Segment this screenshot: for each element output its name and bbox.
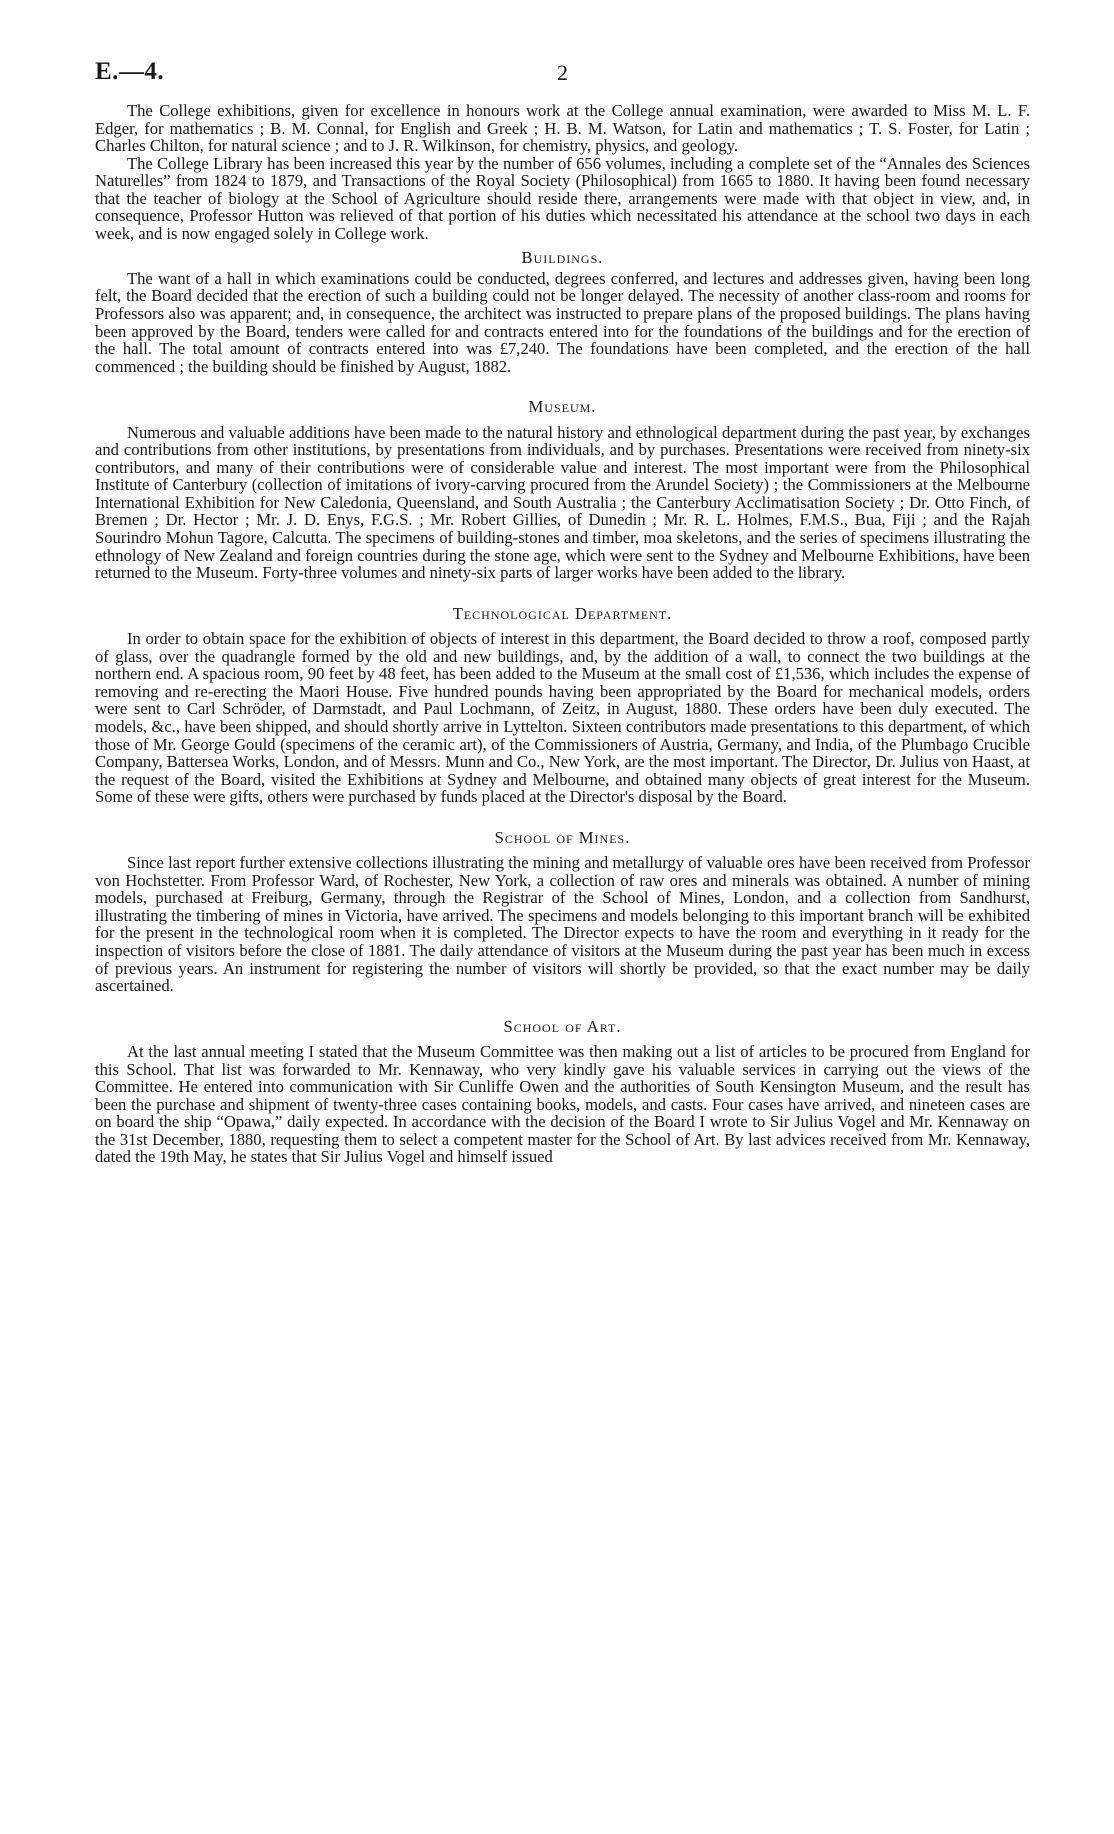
page-number: 2 bbox=[557, 60, 568, 85]
heading-museum: Museum. bbox=[528, 397, 597, 417]
paragraph-technological-department: In order to obtain space for the exhibition of objects of interest in this department, the Board decided to throw a roof, composed partly of glass, over the quadrangle formed by the old and new buildings, and, by the addition of a wall, to connect the two buildings at the northern end. A spacious room, 90 feet by 48 feet, has been added to the Museum at the small cost of £1,536, which includes the expense of removing and re-erecting the Maori House. Five hundred pounds having been appropriated by the Board for mechanical models, orders were sent to Carl Schröder, of Darmstadt, and Paul Lochmann, of Zeitz, in August, 1880. These orders have been duly executed. The models, &c., have been shipped, and should shortly arrive in Lyttelton. Sixteen contributors made presentations to this department, of which those of Mr. George Gould (specimens of the ceramic art), of the Commissioners of Austria, Germany, and India, of the Plumbago Crucible Company, Battersea Works, London, and of Messrs. Munn and Co., New York, are the most important. The Director, Dr. Julius von Haast, at the request of the Board, visited the Exhibitions at Sydney and Melbourne, and obtained many objects of great interest for the Museum. Some of these were gifts, others were purchased by funds placed at the Director's disposal by the Board. bbox=[95, 629, 1030, 807]
heading-school-of-art: School of Art. bbox=[503, 1016, 622, 1036]
page-header bbox=[95, 58, 1030, 102]
paragraph-library: The College Library has been increased this year by the number of 656 volumes, including a complete set of the “Annales des Sciences Naturelles” from 1824 to 1879, and Transactions of the Royal Society (Philosophical) from 1665 to 1880. It having been found necessary that the teacher of biology at the School of Agriculture should reside there, arrangements were made with that object in view, and, in consequence, Professor Hutton was relieved of that portion of his duties which necessitated his attendance at the school two days in each week, and is now engaged solely in College work. bbox=[95, 153, 1030, 243]
paragraph-school-of-art: At the last annual meeting I stated that the Museum Committee was then making out a list of articles to be procured from England for this School. That list was forwarded to Mr. Kennaway, who very kindly gave his valuable services in carrying out the views of the Committee. He entered into communication with Sir Cunliffe Owen and the authorities of South Kensington Museum, and the result has been the purchase and shipment of twenty-three cases containing books, models, and casts. Four cases have arrived, and nineteen cases are on board the ship “Opawa,” daily expected. In accordance with the decision of the Board I wrote to Sir Julius Vogel and Mr. Kennaway on the 31st December, 1880, requesting them to select a competent master for the School of Art. By last advices received from Mr. Kennaway, dated the 19th May, he states that Sir Julius Vogel and himself issued bbox=[95, 1042, 1030, 1167]
paragraph-buildings: The want of a hall in which examinations could be conducted, degrees conferred, and lectures and addresses given, having been long felt, the Board decided that the erection of such a building could not be longer delayed. The necessity of another class-room and rooms for Professors also was apparent; and, in consequence, the architect was instructed to prepare plans of the proposed buildings. The plans having been approved by the Board, tenders were called for and contracts entered into for the foundations of the buildings and for the erection of the hall. The total amount of contracts entered into was £7,240. The foundations have been completed, and the erection of the hall commenced ; the building should be finished by August, 1882. bbox=[95, 268, 1030, 376]
heading-school-of-mines: School of Mines. bbox=[494, 827, 631, 847]
document-reference: E.—4. bbox=[95, 58, 165, 85]
heading-technological-department: Technological Department. bbox=[452, 603, 673, 623]
paragraph-school-of-mines: Since last report further extensive collections illustrating the mining and metallurgy of valuable ores have been received from Professor von Hochstetter. From Professor Ward, of Rochester, New York, a collection of raw ores and minerals was obtained. A number of mining models, purchased at Freiburg, Germany, through the Registrar of the School of Mines, London, and a collection from Sandhurst, illustrating the timbering of mines in Victoria, have arrived. The specimens and models belonging to this important branch will be exhibited for the present in the technological room when it is completed. The Director expects to have the room and everything in it ready for the inspection of visitors before the close of 1881. The daily attendance of visitors at the Museum during the past year has been much in excess of previous years. An instrument for registering the number of visitors will shortly be provided, so that the exact number may be daily ascertained. bbox=[95, 853, 1030, 996]
heading-buildings: Buildings. bbox=[521, 248, 604, 268]
paragraph-museum: Numerous and valuable additions have been made to the natural history and ethnological department during the past year, by exchanges and contributions from other institutions, by presentations from individuals, and by purchases. Presentations were received from ninety-six contributors, and many of their contributions were of considerable value and interest. The most important were from the Philosophical Institute of Canterbury (collection of imitations of ivory-carving procured from the Arundel Society) ; the Commissioners at the Melbourne International Exhibition for New Caledonia, Queensland, and South Australia ; the Canterbury Acclimatisation Society ; Dr. Otto Finch, of Bremen ; Dr. Hector ; Mr. J. D. Enys, F.G.S. ; Mr. Robert Gillies, of Dunedin ; Mr. R. L. Holmes, F.M.S., Bua, Fiji ; and the Rajah Sourindro Mohun Tagore, Calcutta. The specimens of building-stones and timber, moa skeletons, and the series of specimens illustrating the ethnology of New Zealand and foreign countries during the stone age, which were sent to the Sydney and Melbourne Exhibitions, have been returned to the Museum. Forty-three volumes and ninety-six parts of larger works have been added to the library. bbox=[95, 422, 1030, 583]
document-page bbox=[95, 58, 1030, 1166]
paragraph-exhibitions: The College exhibitions, given for excellence in honours work at the College annual examination, were awarded to Miss M. L. F. Edger, for mathematics ; B. M. Connal, for English and Greek ; H. B. M. Watson, for Latin and mathematics ; T. S. Foster, for Latin ; Charles Chilton, for natural science ; and to J. R. Wilkinson, for chemistry, physics, and geology. bbox=[95, 101, 1030, 156]
